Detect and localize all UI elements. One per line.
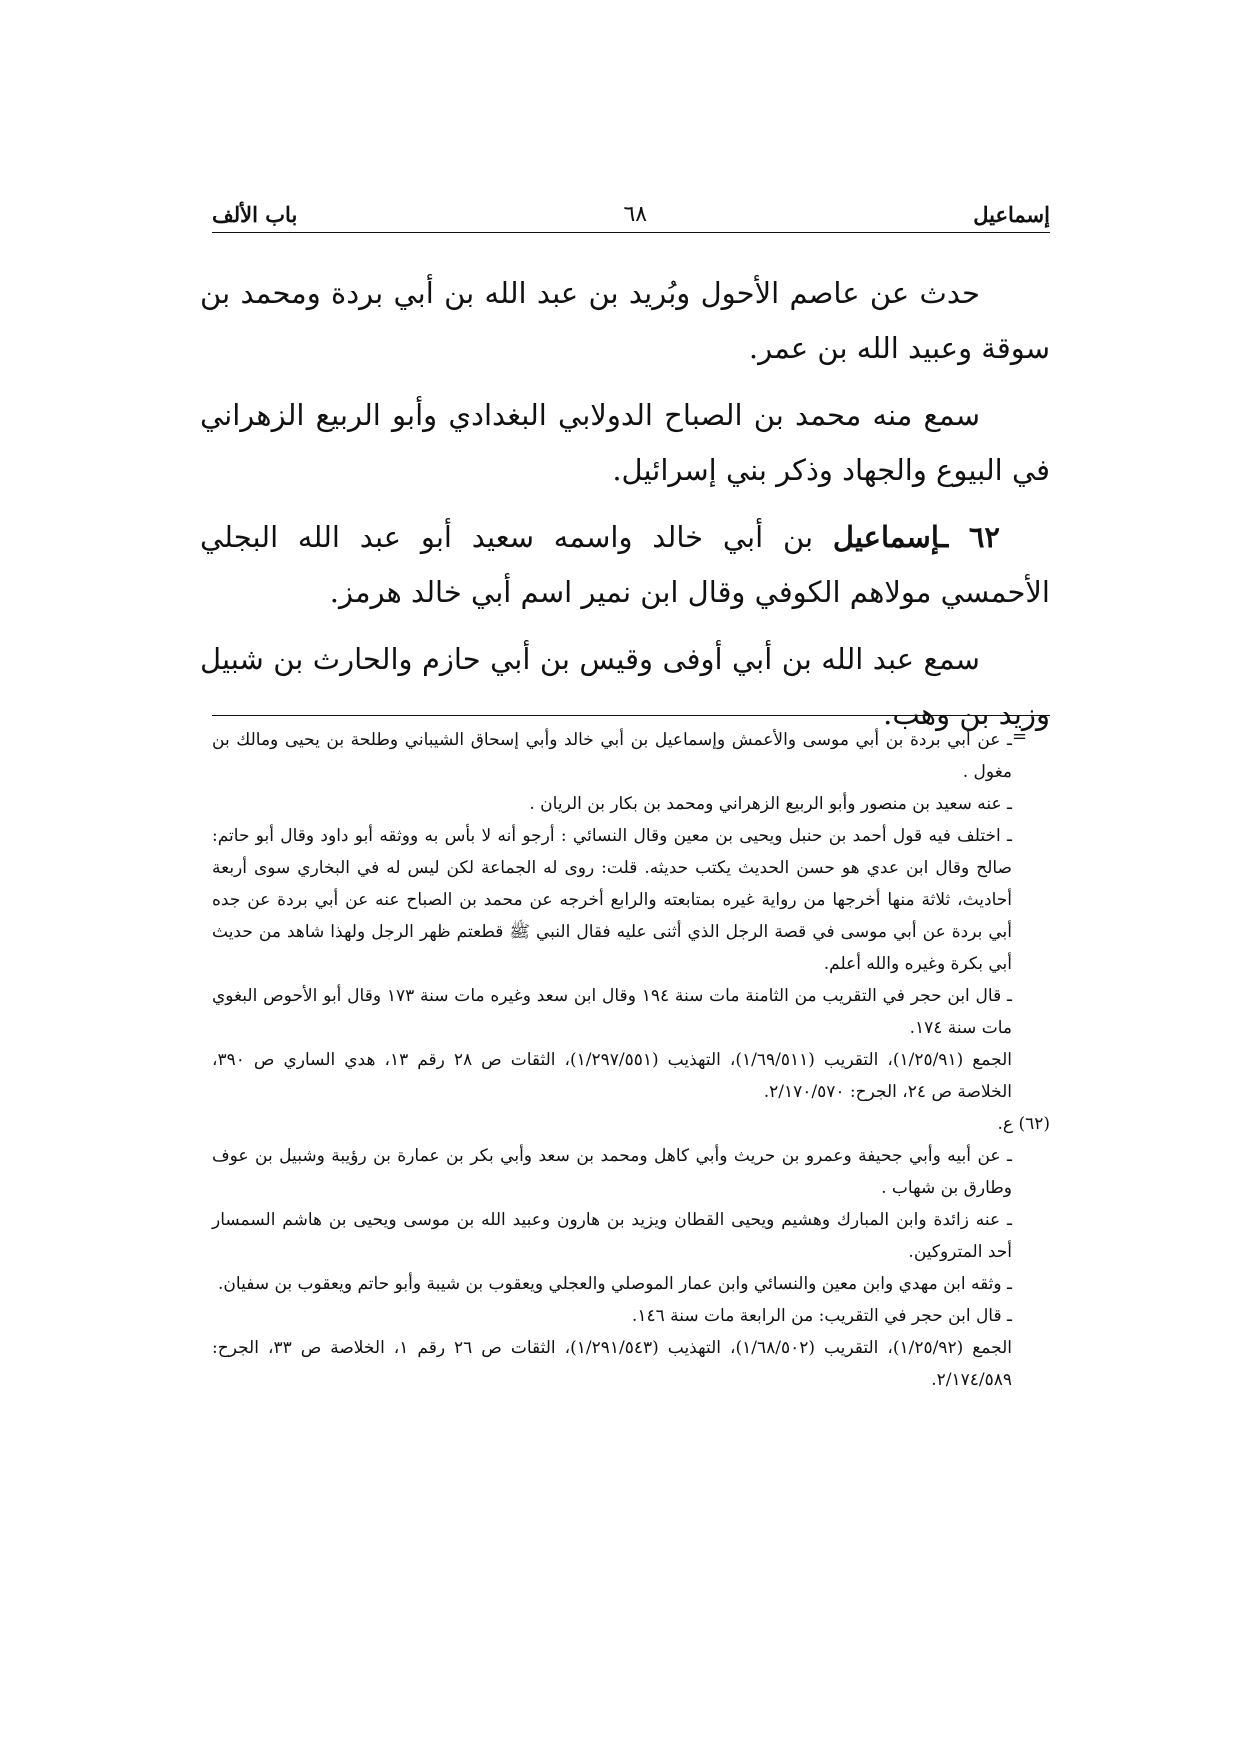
paragraph-1: حدث عن عاصم الأحول وبُريد بن عبد الله بن أبي بردة ومحمد بن سوقة وعبيد الله بن عمر.	[200, 276, 1050, 365]
footnote-references: الجمع (١/٢٥/٩١)، التقريب (١/٦٩/٥١١)، التهذيب (١/٢٩٧/٥٥١)، الثقات ص ٢٨ رقم ١٣، هدي الساري ص ٣٩٠، الخلاصة ص ٢٤، الجرح: ٢/١٧٠/٥٧٠.	[212, 1050, 1012, 1102]
footnote-line: ـ عنه زائدة وابن المبارك وهشيم ويحيى القطان ويزيد بن هارون وعبيد الله بن موسى ويحيى بن هاشم السمسار أحد المتروكين.	[212, 1210, 1012, 1262]
footnotes	[212, 716, 1050, 1396]
footnote-line: ـ وثقه ابن مهدي وابن معين والنسائي وابن عمار الموصلي والعجلي ويعقوب بن شيبة وأبو حاتم ويعقوب بن سفيان.	[218, 1274, 1012, 1294]
footnote-continuation-marker: =	[1012, 726, 1028, 747]
entry-text: بن أبي خالد واسمه سعيد أبو عبد الله البجلي الأحمسي مولاهم الكوفي وقال ابن نمير اسم أبي خالد هرمز.	[200, 520, 1050, 609]
main-text	[200, 266, 1050, 754]
footnote-line: ـ اختلف فيه قول أحمد بن حنبل ويحيى بن معين وقال النسائي : أرجو أنه لا بأس به ووثقه أبو داود وقال أبو حاتم: صالح وقال ابن عدي هو حسن الحديث يكتب حديثه. قلت: روى له الجماعة لكن ليس له في البخاري سوى أربعة أحاديث، ثلاثة منها أخرجها من رواية غيره بمتابعته والرابع أخرجه عن محمد بن الصباح عنه عن أبي بردة عن جده أبي بردة عن أبي موسى في قصة الرجل الذي أثنى عليه فقال النبي ﷺ قطعتم ظهر الرجل ولهذا شاهد من حديث أبي بكرة وغيره والله أعلم.	[212, 826, 1012, 974]
header-entry-title: إسماعيل	[973, 202, 1050, 227]
footnote-references: الجمع (١/٢٥/٩٢)، التقريب (١/٦٨/٥٠٢)، التهذيب (١/٢٩١/٥٤٣)، الثقات ص ٢٦ رقم ١، الخلاصة ص ٣٣، الجرح: ٢/١٧٤/٥٨٩.	[212, 1338, 1012, 1390]
running-header	[212, 193, 1050, 227]
paragraph-4: سمع عبد الله بن أبي أوفى وقيس بن أبي حازم والحارث بن شبيل وزيد بن وهب.	[200, 642, 1050, 731]
paragraph-2: سمع منه محمد بن الصباح الدولابي البغدادي وأبو الربيع الزهراني في البيوع والجهاد وذكر بني إسرائيل.	[200, 398, 1050, 487]
header-rule	[212, 232, 1050, 233]
footnote-line: ـ عن أبي بردة بن أبي موسى والأعمش وإسماعيل بن أبي خالد وأبي إسحاق الشيباني وطلحة بن يحيى ومالك بن مغول .	[212, 730, 1012, 782]
footnote-line: ـ قال ابن حجر في التقريب من الثامنة مات سنة ١٩٤ وقال ابن سعد وغيره مات سنة ١٧٣ وقال أبو الأحوص البغوي مات سنة ١٧٤.	[212, 986, 1012, 1038]
footnote-line: ـ قال ابن حجر في التقريب: من الرابعة مات سنة ١٤٦.	[631, 1306, 1012, 1326]
page-number: ٦٨	[623, 202, 648, 227]
entry-62	[200, 510, 1050, 620]
footnote-ref-62: (٦٢) ع.	[997, 1114, 1050, 1134]
entry-name: إسماعيل	[832, 520, 940, 554]
entry-number: ٦٢ ـ	[939, 520, 1001, 554]
header-chapter-title: باب الألف	[212, 202, 298, 227]
footnote-line: ـ عنه سعيد بن منصور وأبو الربيع الزهراني ومحمد بن بكار بن الريان .	[529, 794, 1012, 814]
footnote-line: ـ عن أبيه وأبي جحيفة وعمرو بن حريث وأبي كاهل ومحمد بن سعد وأبي بكر بن عمارة بن رؤيبة وشبيل بن عوف وطارق بن شهاب .	[212, 1146, 1012, 1198]
